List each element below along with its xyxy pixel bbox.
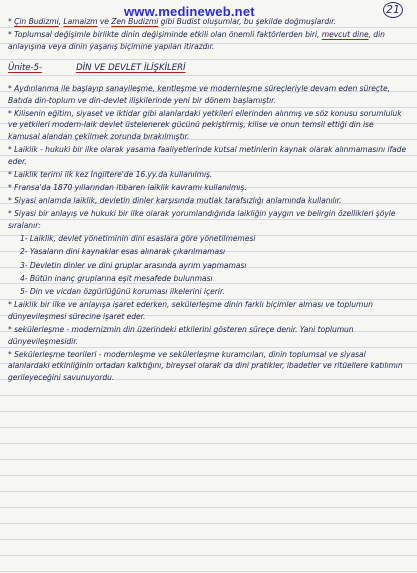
bullet: * <box>8 17 15 26</box>
section-heading <box>8 63 407 75</box>
page-number: 21 <box>383 2 403 18</box>
conjunction: ve <box>97 17 112 26</box>
paragraph-7: * Siyasi bir anlayış ve hukuki bir ilke olarak yorumlandığında laikliğin yaygın ve belirgin özellikleri şöyle sıralanır: <box>8 209 396 231</box>
watermark: www.medineweb.net <box>124 4 255 19</box>
paragraph-4: * Laiklik terimi ilk kez İngiltere'de 16.yy.da kullanılmış. <box>8 169 213 179</box>
term-cin-budizmi: Çin Budizmi <box>14 17 59 26</box>
paragraph-5: * Fransa'da 1870 yıllarından itibaren laiklik kavramı kullanılmış. <box>8 183 247 193</box>
handwritten-notes <box>8 16 407 385</box>
list-item: 4- Bütün inanç gruplarına eşit mesafede bulunması <box>20 273 213 283</box>
term-zen-budizmi: Zen Budizmi <box>111 17 159 26</box>
term-lamaizm: Lamaizm <box>63 17 98 26</box>
term-mevcut-dine: mevcut dine <box>321 30 369 40</box>
closing-paragraph-3: * Sekülerleşme teorileri - modernleşme ve sekülerleşme kuramcıları, dinin toplumsal ve siyasal alanlardaki etkinliğinin ortadan kalktığını, bireysel olarak da dini pratikler, ibadetler ve ritüellere katılımın gerileyeceğini savunuyordu. <box>8 349 403 382</box>
list-item: 5- Din ve vicdan özgürlüğünü koruması ilkelerini içerir. <box>20 287 225 296</box>
list-item: 3- Devletin dinler ve dini gruplar arasında ayrım yapmaması <box>20 260 247 270</box>
unit-label: Ünite-5- <box>8 63 43 74</box>
paragraph-2: * Kilisenin eğitim, siyaset ve iktidar gibi alanlardaki yetkileri ellerinden alınmış ve söz konusu sorumluluk ve yetkileri modern-laik devlet üstelenerek gücünü pekiştirmiş, kilise ve onun temsil ettiği din ise kamusal alandan çekilmek zorunda bırakılmıştır. <box>8 108 402 141</box>
list-item: 2- Yasaların dini kaynaklar esas alınarak çıkarılmaması <box>20 247 226 257</box>
intro-line-2-rest: , din anlayışına veya dinin yaşanış biçimine yapılan itirazdır. <box>8 30 385 51</box>
closing-paragraph-1: * Laiklik bir ilke ve anlayışa işaret ederken, sekülerleşme dinin farklı biçimler alması ve toplumun dünyevileşmesi sürecine işaret eder. <box>8 300 373 321</box>
intro-line-1 <box>8 16 407 28</box>
comma: , <box>58 17 64 26</box>
closing-paragraph-2: * sekülerleşme - modernizmin din üzerindeki etkilerini gösteren süreçe denir. Yani toplumun dünyevileşmesidir. <box>8 324 354 346</box>
intro-line-2 <box>8 29 407 52</box>
intro-line-2-start: * Toplumsal değişimle birlikte dinin değişiminde etkili olan önemli faktörlerden biri, <box>8 30 322 40</box>
section-title: DİN VE DEVLET İLİŞKİLERİ <box>76 63 186 74</box>
intro-line-1-rest: gibi Budist oluşumlar, bu şekilde doğmuşlardır. <box>158 17 336 26</box>
paragraph-6: * Siyasi anlamda laiklik, devletin dinler karşısında mutlak tarafsızlığı anlamında kullanılır. <box>8 196 342 206</box>
list-item: 1- Laiklik, devlet yönetiminin dini esaslara göre yönetilmemesi <box>20 234 256 244</box>
paragraph-1: * Aydınlanma ile başlayıp sanayileşme, kentleşme ve modernleşme süreçleriyle devam eden süreçte, Batıda din-toplum ve din-devlet ilişkilerinde yeni bir dönem başlamıştır. <box>8 83 390 105</box>
laiklik-features-list <box>8 233 407 297</box>
paragraph-3: * Laiklik - hukuki bir ilke olarak yasama faaliyetlerinde kutsal metinlerin kaynak olarak alınmamasını ifade eder. <box>8 145 407 166</box>
